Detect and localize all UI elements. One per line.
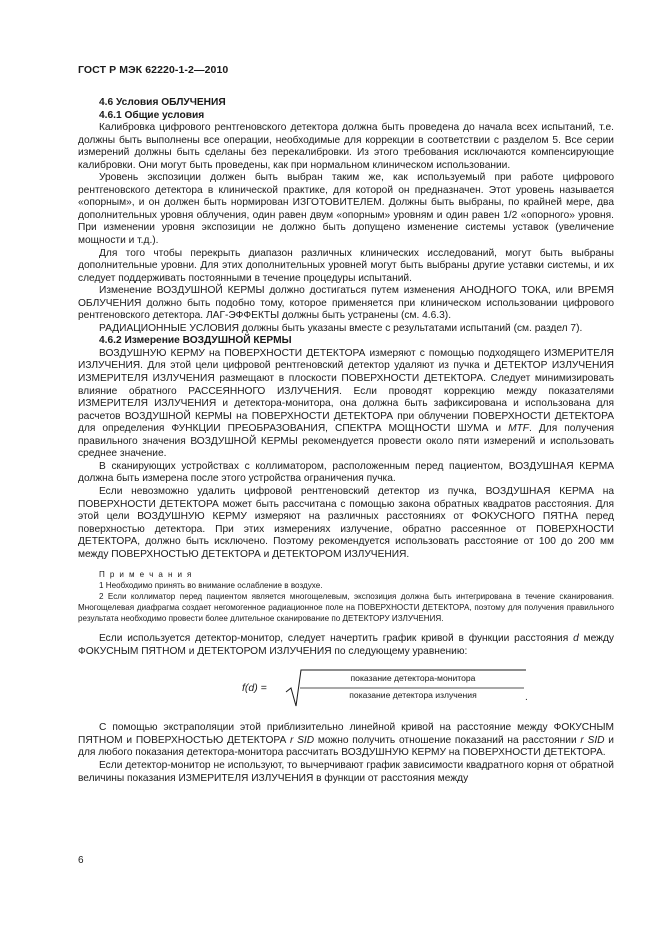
equation-denominator: показание детектора излучения bbox=[349, 690, 477, 701]
paragraph: Уровень экспозиции должен быть выбран таким же, как используемый при работе цифрового рентгеновского детектора в клинической практике, для которой он предназначен. Этот уровень называется «опорным», и он должен быть нормирован ИЗГОТОВИТЕЛЕМ. Должны быть выбраны, по крайней мере, два дополнительных уровня облучения, один равен двум «опорным» уровням и один равен 1/2 «опорного» уровня. При изменении уровня экспозиции не должно быть допущено изменение системы уставок (увеличение мощности и т.д.). bbox=[78, 172, 614, 247]
paragraph: Для того чтобы перекрыть диапазон различных клинических исследований, могут быть выбраны дополнительные уровни. Для этих дополнительных уровней могут быть выбраны другие уставки системы, и их следует поддерживать постоянными в течение процедуры испытаний. bbox=[78, 247, 614, 284]
section-heading-4-6-2: 4.6.2 Измерение ВОЗДУШНОЙ КЕРМЫ bbox=[99, 335, 292, 347]
note-item: 2 Если коллиматор перед пациентом является многощелевым, экспозиция должна быть интегрирована в течение сканирования. Многощелевая диафрагма создает негомогенное радиационное поле на ПОВЕРХНОСТИ ДЕТЕКТОРА, поэтому для получения правильного результата необходимо провести более длительное сканирование по ДЕТЕКТОРУ ИЗЛУЧЕНИЯ. bbox=[78, 592, 614, 624]
paragraph: С помощью экстраполяции этой приблизительно линейной кривой на расстояние между ФОКУСНЫМ ПЯТНОМ и ПОВЕРХНОСТЬЮ ДЕТЕКТОРА r SID можно получить отношение показаний на расстоянии r SID и для любого показания детектора-монитора рассчитать ВОЗДУШНУЮ КЕРМУ на ПОВЕРХНОСТИ ДЕТЕКТОРА. bbox=[78, 722, 614, 759]
note-item: 1 Необходимо принять во внимание ослабление в воздухе. bbox=[99, 581, 323, 591]
paragraph: Если детектор-монитор не используют, то вычерчивают график зависимости квадратного корня от обратной величины показания ИЗМЕРИТЕЛЯ ИЗЛУЧЕНИЯ в функции от расстояния между bbox=[78, 759, 614, 784]
paragraph: В сканирующих устройствах с коллиматором, расположенным перед пациентом, ВОЗДУШНАЯ КЕРМА должна быть измерена после этого устройства ограничения пучка. bbox=[78, 460, 614, 485]
text-column bbox=[78, 97, 614, 785]
document-header: ГОСТ Р МЭК 62220-1-2—2010 bbox=[78, 64, 229, 76]
notes-block bbox=[78, 569, 614, 624]
equation-lhs: f(d) = bbox=[242, 682, 267, 695]
page-number: 6 bbox=[78, 855, 84, 866]
notes-title: П р и м е ч а н и я bbox=[99, 570, 193, 580]
paragraph: Если используется детектор-монитор, следует начертить график кривой в функции расстояния d между ФОКУСНЫМ ПЯТНОМ и ДЕТЕКТОРОМ ИЗЛУЧЕНИЯ по следующему уравнению: bbox=[78, 633, 614, 657]
equation-numerator: показание детектора-монитора bbox=[350, 673, 476, 684]
section-heading-4-6-1: 4.6.1 Общие условия bbox=[99, 109, 205, 121]
paragraph: Если невозможно удалить цифровой рентгеновский детектор из пучка, ВОЗДУШНАЯ КЕРМА на ПОВЕРХНОСТИ ДЕТЕКТОРА может быть рассчитана с помощью закона обратных квадратов расстояния. Для этой цели ВОЗДУШНУЮ КЕРМУ измеряют на различных расстояниях от ФОКУСНОГО ПЯТНА перед поверхностью детектора. При этих измерениях излучение, обратно рассеянное от ПОВЕРХНОСТИ ДЕТЕКТОРА, должно быть исключено. Поэтому рекомендуется использовать расстояние от 100 до 200 мм между ПОВЕРХНОСТЬЮ ДЕТЕКТОРА и ДЕТЕКТОРОМ ИЗЛУЧЕНИЯ. bbox=[78, 485, 614, 560]
section-heading-4-6: 4.6 Условия ОБЛУЧЕНИЯ bbox=[99, 97, 226, 108]
mtf-term: MTF bbox=[508, 423, 530, 435]
paragraph: Калибровка цифрового рентгеновского детектора должна быть проведена до начала всех испытаний, т.е. должны быть выполнены все операции, необходимые для коррекции в соответствии с разделом 5. Все серии измерений должны быть сделаны без перекалибровки. Из этого требования исключаются компенсирующие калибровки. Они могут быть проведены, как при нормальном клиническом использовании. bbox=[78, 122, 614, 171]
equation-end: . bbox=[525, 692, 528, 704]
equation bbox=[78, 662, 614, 718]
paragraph: РАДИАЦИОННЫЕ УСЛОВИЯ должны быть указаны вместе с результатами испытаний (см. раздел 7). bbox=[99, 322, 583, 334]
paragraph: ВОЗДУШНУЮ КЕРМУ на ПОВЕРХНОСТИ ДЕТЕКТОРА измеряют с помощью подходящего ИЗМЕРИТЕЛЯ ИЗЛУЧЕНИЯ. Для этой цели цифровой рентгеновский детектор удаляют из пучка и ДЕТЕКТОР ИЗЛУЧЕНИЯ ИЗМЕРИТЕЛЯ ИЗЛУЧЕНИЯ размещают в плоскости ПОВЕРХНОСТИ ДЕТЕКТОРА. Следует минимизировать влияние обратного РАССЕЯННОГО ИЗЛУЧЕНИЯ. Если проводят коррекцию между показателями ИЗМЕРИТЕЛЯ ИЗЛУЧЕНИЯ и детектора-монитора, она должна быть зафиксирована и использована для расчетов ВОЗДУШНОЙ КЕРМЫ на ПОВЕРХНОСТИ ДЕТЕКТОРА при облучении ПОВЕРХНОСТИ ДЕТЕКТОРА для определения ФУНКЦИИ ПРЕОБРАЗОВАНИЯ, СПЕКТРА МОЩНОСТИ ШУМА и MTF. Для получения правильного значения ВОЗДУШНОЙ КЕРМЫ рекомендуется провести около пяти измерений и использовать среднее значение. bbox=[78, 347, 615, 460]
paragraph: Изменение ВОЗДУШНОЙ КЕРМЫ должно достигаться путем изменения АНОДНОГО ТОКА, или ВРЕМЯ ОБЛУЧЕНИЯ должно быть подобно тому, которое применяется при клиническом использовании цифрового рентгеновского детектора. ЛАГ-ЭФФЕКТЫ должны быть устранены (см. 4.6.3). bbox=[78, 285, 614, 322]
